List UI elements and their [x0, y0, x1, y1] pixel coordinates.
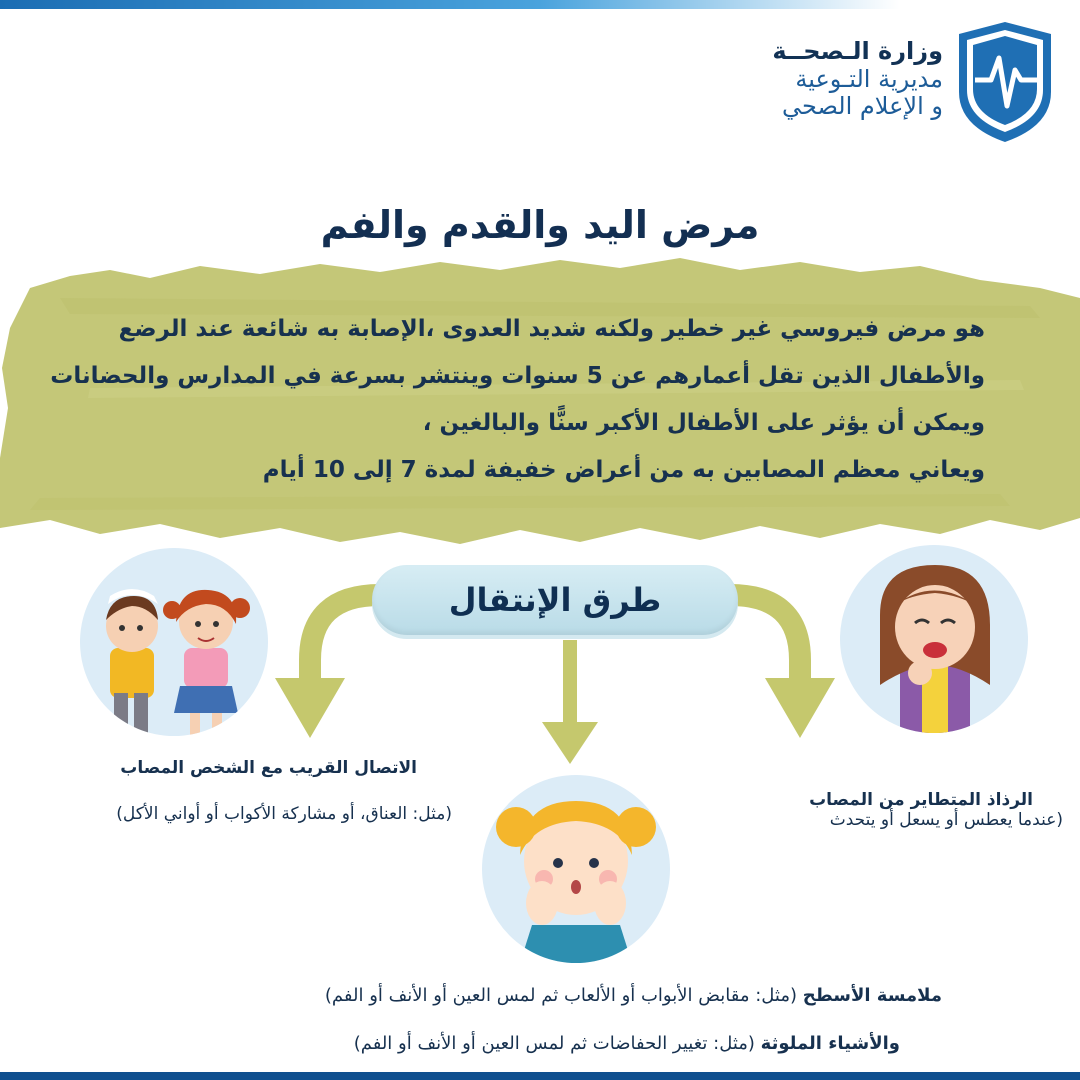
two-kids-illustration — [80, 548, 268, 736]
intro-paragraph — [25, 306, 985, 494]
intro-line: والأطفال الذين تقل أعمارهم عن 5 سنوات وينتشر بسرعة في المدارس والحضانات — [50, 363, 985, 389]
intro-line: ويعاني معظم المصابين به من أعراض خفيفة لمدة 7 إلى 10 أيام — [262, 457, 985, 483]
surfaces-line-1-bold: ملامسة الأسطح — [802, 985, 942, 1006]
logo-department: و الإعلام الصحي — [782, 92, 943, 121]
logo-directorate: مديرية التـوعية — [795, 64, 943, 93]
surfaces-line-2-bold: والأشياء الملوثة — [760, 1033, 900, 1054]
sneezing-girl-illustration — [840, 545, 1028, 733]
top-accent-bar — [0, 0, 900, 9]
surfaces-line-1-rest: (مثل: مقابض الأبواب أو الألعاب ثم لمس العين أو الأنف أو الفم) — [324, 985, 803, 1006]
logo-ministry-name: وزارة الـصحــة — [772, 37, 943, 65]
droplets-title: الرذاذ المتطاير من المصاب — [809, 790, 1033, 810]
transmission-title-pill — [372, 565, 738, 635]
intro-line: ويمكن أن يؤثر على الأطفال الأكبر سنًّا والبالغين ، — [422, 410, 985, 436]
contact-description: (مثل: العناق، أو مشاركة الأكواب أو أواني الأكل) — [116, 804, 452, 824]
transmission-title: طرق الإنتقال — [448, 581, 662, 619]
girl-touching-face-illustration — [482, 775, 670, 963]
page-title: مرض اليد والقدم والفم — [320, 203, 760, 247]
contact-title: الاتصال القريب مع الشخص المصاب — [120, 758, 417, 778]
shield-heartbeat-icon — [955, 18, 1055, 146]
droplets-description: (عندما يعطس أو يسعل أو يتحدث — [829, 810, 1063, 830]
intro-line: هو مرض فيروسي غير خطير ولكنه شديد العدوى ،الإصابة به شائعة عند الرضع — [118, 316, 985, 342]
surfaces-line-2-rest: (مثل: تغيير الحفاضات ثم لمس العين أو الأنف أو الفم) — [353, 1033, 761, 1054]
surfaces-line-1 — [325, 985, 942, 1006]
ministry-logo-text — [772, 38, 943, 121]
surfaces-line-2 — [354, 1033, 900, 1054]
bottom-accent-bar — [0, 1072, 1080, 1080]
